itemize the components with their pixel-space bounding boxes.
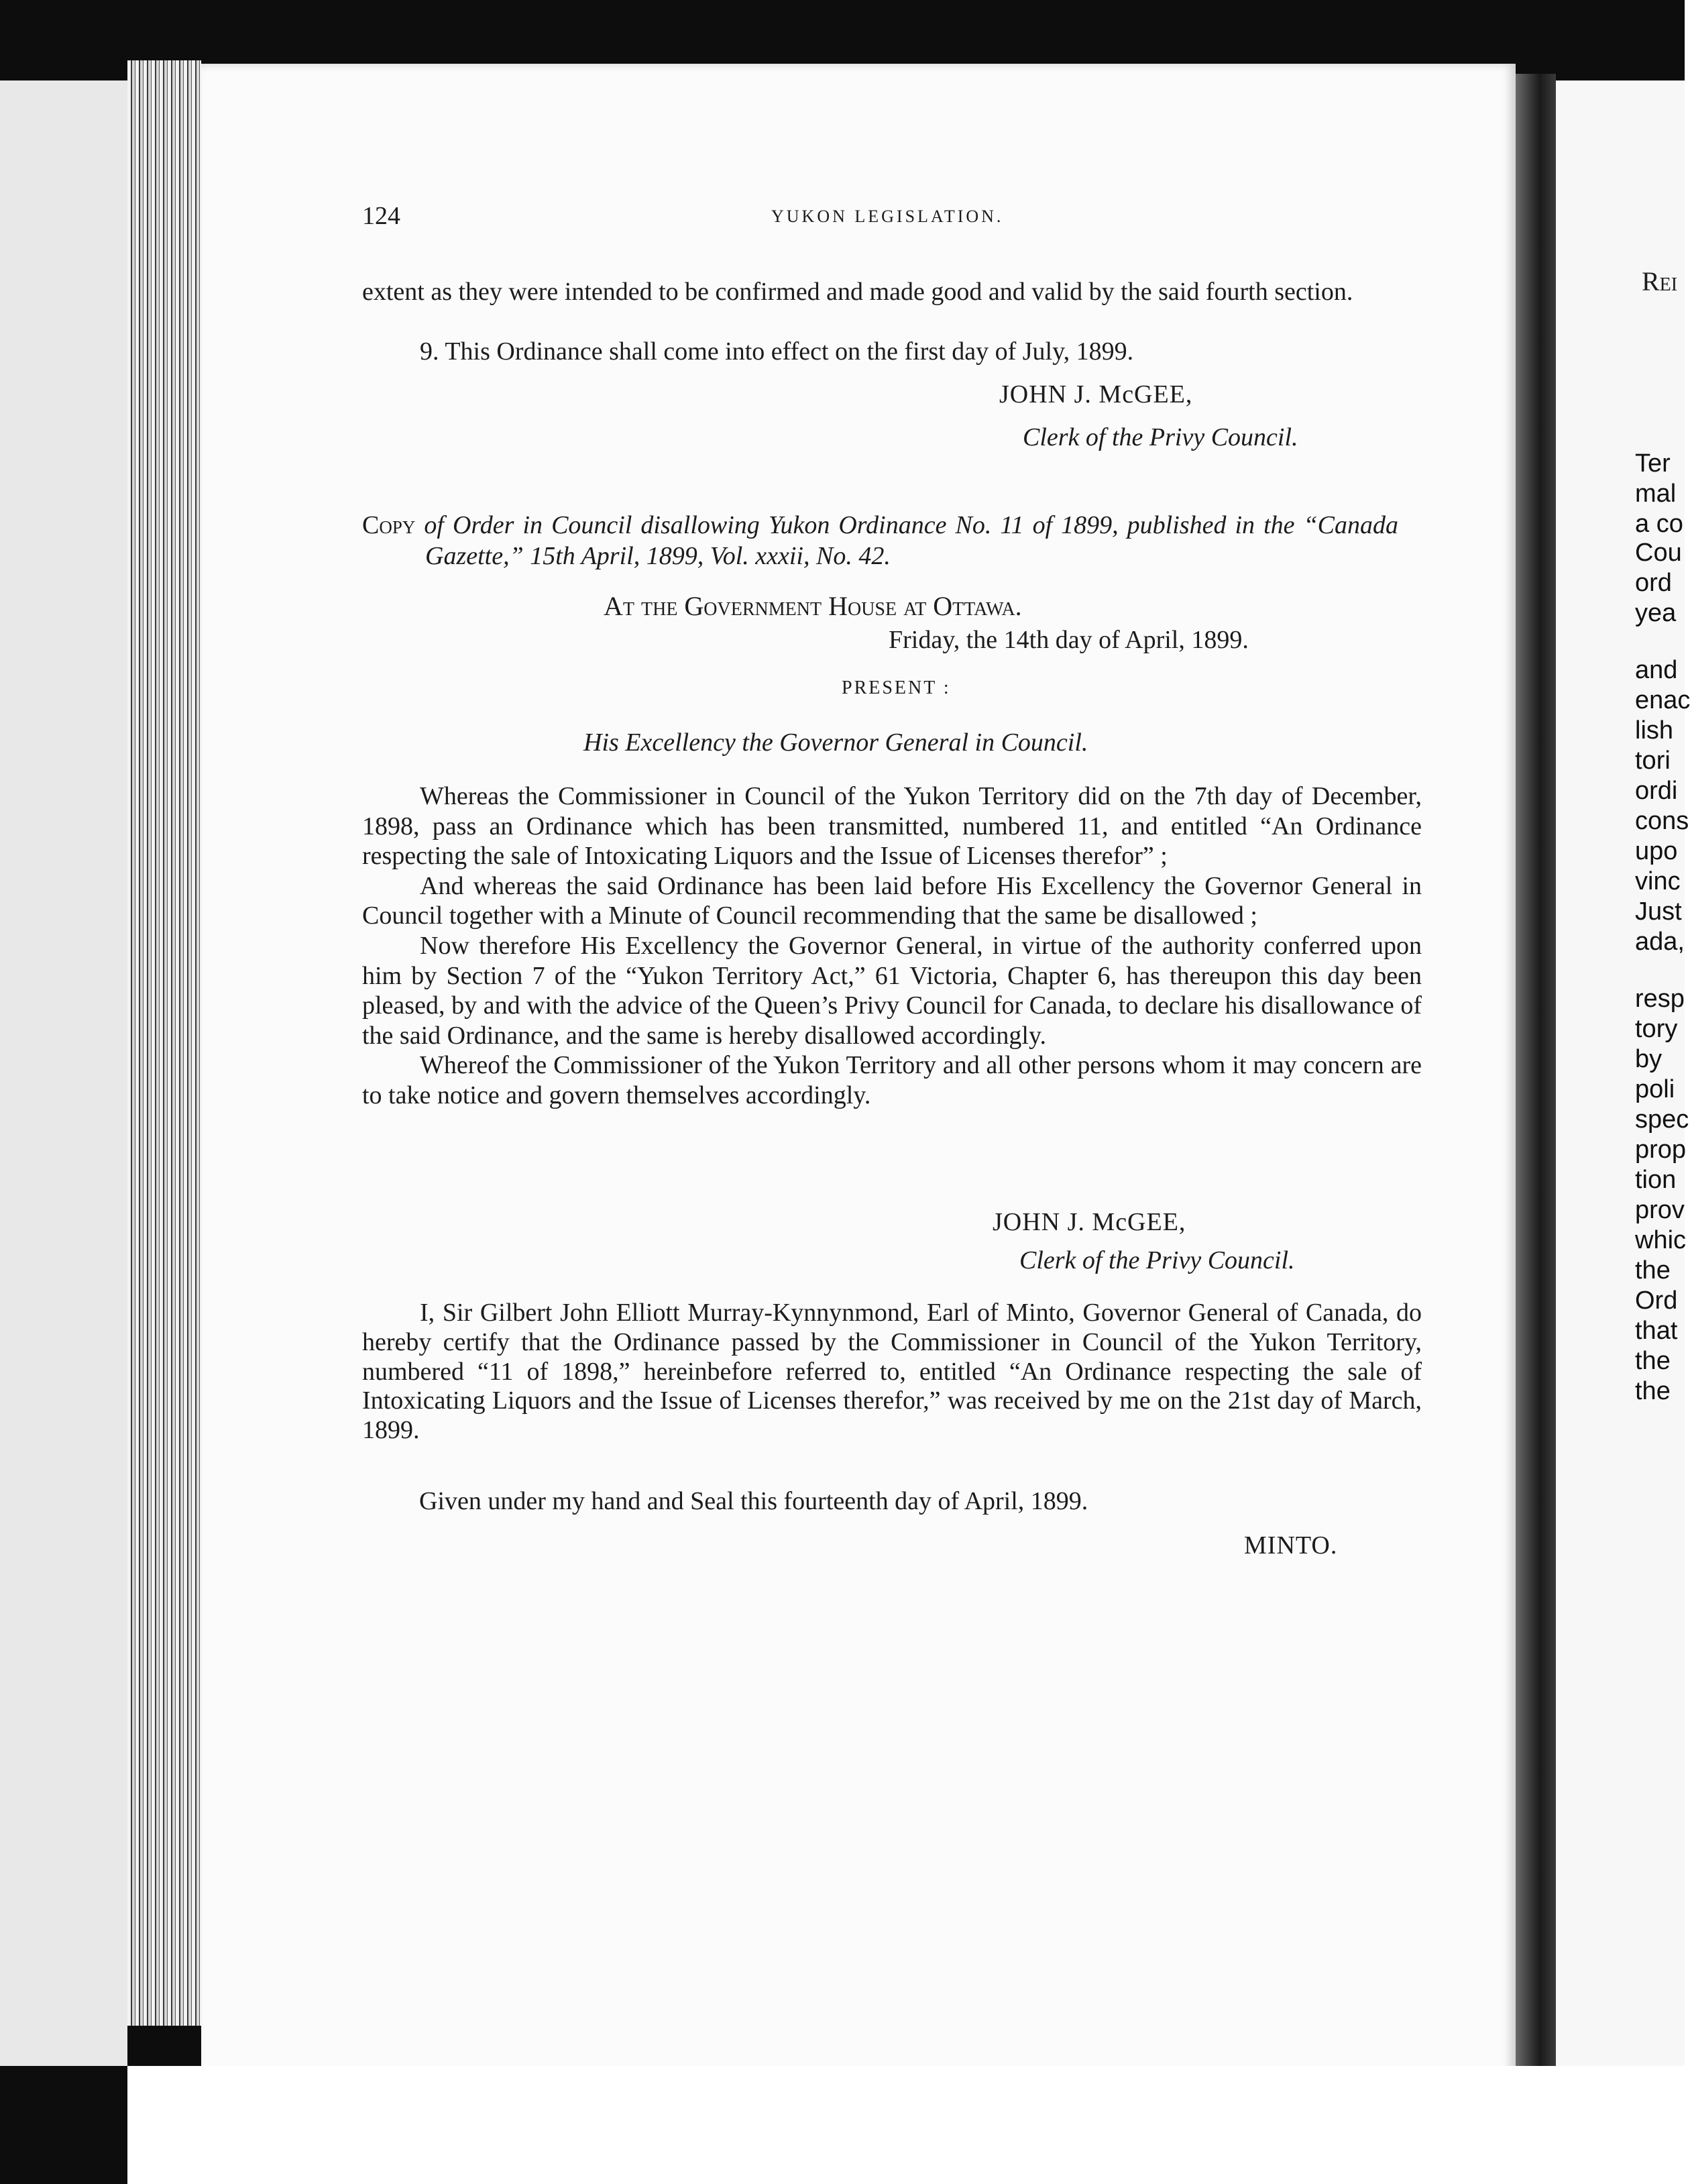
- copy-heading-text: of Order in Council disallowing Yukon Ordinance No. 11 of 1899, published in the “Canada Gazette,” 15th April, 1899, Vol. xxxii, No. 42.: [424, 511, 1399, 570]
- right-page-line: prop: [1635, 1136, 1687, 1164]
- signature-name-2: JOHN J. McGEE,: [993, 1208, 1186, 1236]
- right-page-line: a co: [1635, 510, 1683, 538]
- right-page-line: spec: [1635, 1105, 1689, 1134]
- right-page-line: poli: [1635, 1075, 1675, 1103]
- running-title: YUKON LEGISLATION.: [771, 207, 1004, 226]
- clause-9: [362, 337, 1425, 366]
- right-page-line: ord: [1635, 569, 1672, 597]
- right-page-line: Just: [1635, 897, 1682, 926]
- copy-lead: Copy: [362, 511, 416, 539]
- right-page-line: lish: [1635, 716, 1674, 745]
- right-page-line: Cou: [1635, 539, 1682, 567]
- present-label: PRESENT :: [842, 677, 951, 698]
- paragraph-and-whereas: And whereas the said Ordinance has been laid before His Excellency the Governor General in Council together with a Minute of Council recommending that the same be disallowed ;: [362, 871, 1422, 930]
- right-page-line: whic: [1635, 1226, 1687, 1254]
- bottom-margin: [127, 2066, 1685, 2184]
- excellency-line: His Excellency the Governor General in Council.: [583, 728, 1088, 757]
- signature-title-2: Clerk of the Privy Council.: [1019, 1246, 1295, 1274]
- page-number: 124: [362, 202, 400, 230]
- right-page-line: and: [1635, 656, 1678, 684]
- left-scan-margin: [0, 80, 127, 2066]
- right-page-line: tori: [1635, 747, 1671, 775]
- right-page-line: tion: [1635, 1166, 1677, 1194]
- right-page-line: vinc: [1635, 867, 1681, 895]
- right-page-line: upo: [1635, 837, 1678, 865]
- right-page-line: Ord: [1635, 1287, 1678, 1315]
- right-page-heading: Rei: [1642, 266, 1678, 296]
- certificate-text: I, Sir Gilbert John Elliott Murray-Kynnynmond, Earl of Minto, Governor General of Canada, do hereby certify that the Ordinance passed by the Commissioner in Council of the Yukon Territory, numbered “11 of 1898,” hereinbefore referred to, entitled “An Ordinance respecting the sale of Intoxicating Liquors and the Issue of Licenses therefor,” was received by me on the 21st day of March, 1899.: [362, 1299, 1422, 1445]
- date-line: Friday, the 14th day of April, 1899.: [889, 626, 1249, 654]
- section-continuation: [362, 277, 1425, 307]
- right-page-line: ordi: [1635, 777, 1678, 805]
- order-body: [362, 781, 1422, 1111]
- continuation-text: extent as they were intended to be confirmed and made good and valid by the said fourth section.: [362, 278, 1353, 306]
- right-page-line: the: [1635, 1256, 1671, 1285]
- signature-title: Clerk of the Privy Council.: [1023, 423, 1298, 451]
- right-page-line: the: [1635, 1377, 1671, 1405]
- right-page-line: ada,: [1635, 928, 1685, 956]
- right-page-line: that: [1635, 1317, 1678, 1345]
- running-head: [362, 201, 1425, 235]
- copy-heading: [362, 510, 1398, 571]
- right-page-line: resp: [1635, 985, 1685, 1013]
- right-page-line: by: [1635, 1045, 1663, 1073]
- right-page-line: cons: [1635, 807, 1689, 835]
- given-line: Given under my hand and Seal this fourteenth day of April, 1899.: [419, 1487, 1088, 1515]
- right-page-line: the: [1635, 1347, 1671, 1375]
- government-house-line: At the Government House at Ottawa.: [604, 591, 1022, 621]
- paragraph-now-therefore: Now therefore His Excellency the Governor General, in virtue of the authority conferred upon him by Section 7 of the “Yukon Territory Act,” 61 Victoria, Chapter 6, has thereupon this day been pleased, by and with the advice of the Queen’s Privy Council for Canada, to declare his disallowance of the said Ordinance, and the same is hereby disallowed accordingly.: [362, 931, 1422, 1050]
- right-page-line: mal: [1635, 480, 1677, 508]
- right-page-line: enac: [1635, 686, 1690, 714]
- certificate: [362, 1299, 1422, 1445]
- paragraph-whereas: Whereas the Commissioner in Council of the Yukon Territory did on the 7th day of December, 1898, pass an Ordinance which has been transmitted, numbered 11, and entitled “An Ordinance respecting the sale of Intoxicating Liquors and the Issue of Licenses therefor” ;: [362, 782, 1422, 871]
- right-page-line: yea: [1635, 599, 1677, 627]
- right-page-line: tory: [1635, 1015, 1678, 1043]
- signature-name: JOHN J. McGEE,: [999, 380, 1193, 408]
- right-page-line: Ter: [1635, 449, 1671, 478]
- final-signature: MINTO.: [1244, 1531, 1338, 1560]
- right-page-line: prov: [1635, 1196, 1685, 1224]
- clause-9-text: 9. This Ordinance shall come into effect on the first day of July, 1899.: [420, 337, 1134, 366]
- book-page-edges: [127, 60, 201, 2026]
- paragraph-whereof: Whereof the Commissioner of the Yukon Territory and all other persons whom it may concern are to take notice and govern themselves accordingly.: [362, 1051, 1422, 1109]
- book-gutter: [1516, 74, 1556, 2093]
